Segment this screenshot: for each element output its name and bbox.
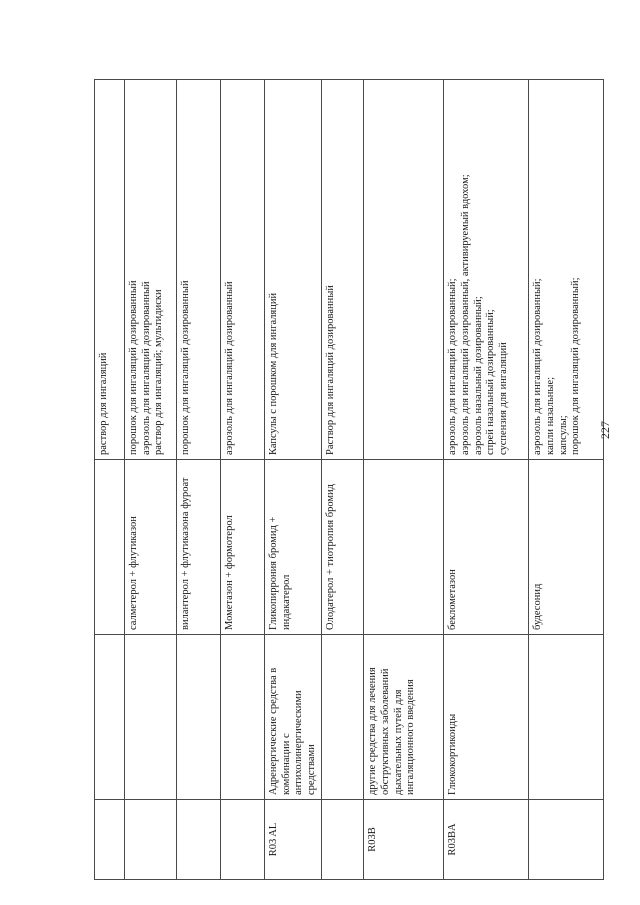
dosage-form-line: раствор для ингаляций; мультидиски bbox=[153, 289, 165, 455]
dosage-form-cell bbox=[125, 80, 177, 460]
atc-code-cell bbox=[177, 800, 221, 880]
substance-cell: Олодатерол + тиотропия бромид bbox=[322, 460, 364, 635]
dosage-form-cell bbox=[177, 80, 221, 460]
group-name-cell: Адренергические средства в комбинации с антихолинергическими средствами bbox=[265, 635, 322, 800]
dosage-form-cell bbox=[265, 80, 322, 460]
dosage-form-line: аэрозоль для ингаляций дозированный; bbox=[447, 278, 459, 455]
group-name-cell: другие средства для лечения обструктивных заболеваний дыхательных путей для ингаляционного введения bbox=[364, 635, 444, 800]
table-row bbox=[322, 80, 364, 880]
dosage-form-line: аэрозоль для ингаляций дозированный bbox=[224, 281, 235, 455]
dosage-form-line: аэрозоль для ингаляций дозированный, активируемый вдохом; bbox=[459, 174, 471, 455]
dosage-form-line: спрей назальный дозированный; bbox=[485, 309, 497, 455]
dosage-form-line: порошок для ингаляций дозированный bbox=[128, 280, 139, 455]
group-name-cell bbox=[125, 635, 177, 800]
atc-code-cell bbox=[529, 800, 604, 880]
table-row bbox=[221, 80, 265, 880]
group-name-cell bbox=[95, 635, 125, 800]
substance-cell: Мометазон + формотерол bbox=[221, 460, 265, 635]
group-name-cell: Глюкокортикоиды bbox=[444, 635, 529, 800]
dosage-form-cell bbox=[221, 80, 265, 460]
dosage-form-cell bbox=[322, 80, 364, 460]
dosage-form-line: аэрозоль для ингаляций дозированный; bbox=[532, 278, 544, 455]
atc-code-cell bbox=[125, 800, 177, 880]
dosage-form-line: раствор для ингаляций bbox=[98, 352, 109, 455]
table-row bbox=[177, 80, 221, 880]
substance-cell: салметерол + флутиказон bbox=[125, 460, 177, 635]
group-name-cell bbox=[221, 635, 265, 800]
page-number: 227 bbox=[598, 421, 612, 439]
table-row bbox=[265, 80, 322, 880]
substance-cell: вилантерол + флутиказона фуроат bbox=[177, 460, 221, 635]
substance-cell bbox=[95, 460, 125, 635]
dosage-form-line: Раствор для ингаляций дозированный bbox=[325, 285, 337, 455]
atc-code-cell: R03BA bbox=[444, 800, 529, 880]
dosage-form-cell bbox=[529, 80, 604, 460]
group-name-cell bbox=[529, 635, 604, 800]
atc-code-cell bbox=[95, 800, 125, 880]
table-body bbox=[95, 80, 604, 880]
dosage-form-line: капли назальные; bbox=[544, 376, 556, 455]
dosage-form-line: порошок для ингаляций дозированный; bbox=[570, 277, 582, 455]
table-row bbox=[95, 80, 125, 880]
dosage-form-cell bbox=[364, 80, 444, 460]
table-row bbox=[529, 80, 604, 880]
dosage-form-line: аэрозоль назальный дозированный; bbox=[472, 296, 484, 455]
dosage-form-line: суспензия для ингаляций bbox=[497, 342, 509, 455]
atc-code-cell: R03 AL bbox=[265, 800, 322, 880]
table-row bbox=[125, 80, 177, 880]
substance-cell: Гликопиррония бромид + индакатерол bbox=[265, 460, 322, 635]
substance-cell bbox=[364, 460, 444, 635]
dosage-form-line: капсулы; bbox=[557, 415, 569, 455]
atc-code-cell bbox=[322, 800, 364, 880]
dosage-form-line: порошок для ингаляций дозированный bbox=[180, 280, 191, 455]
dosage-form-line: Капсулы с порошком для ингаляций bbox=[268, 292, 279, 455]
dosage-form-cell bbox=[444, 80, 529, 460]
substance-cell: беклометазон bbox=[444, 460, 529, 635]
table-row bbox=[444, 80, 529, 880]
group-name-cell bbox=[322, 635, 364, 800]
atc-code-cell bbox=[221, 800, 265, 880]
table-row bbox=[364, 80, 444, 880]
substance-cell: будесонид bbox=[529, 460, 604, 635]
atc-code-cell: R03B bbox=[364, 800, 444, 880]
dosage-form-line: аэрозоль для ингаляций дозированный bbox=[140, 281, 152, 455]
drug-table bbox=[94, 79, 604, 880]
group-name-cell bbox=[177, 635, 221, 800]
dosage-form-cell bbox=[95, 80, 125, 460]
